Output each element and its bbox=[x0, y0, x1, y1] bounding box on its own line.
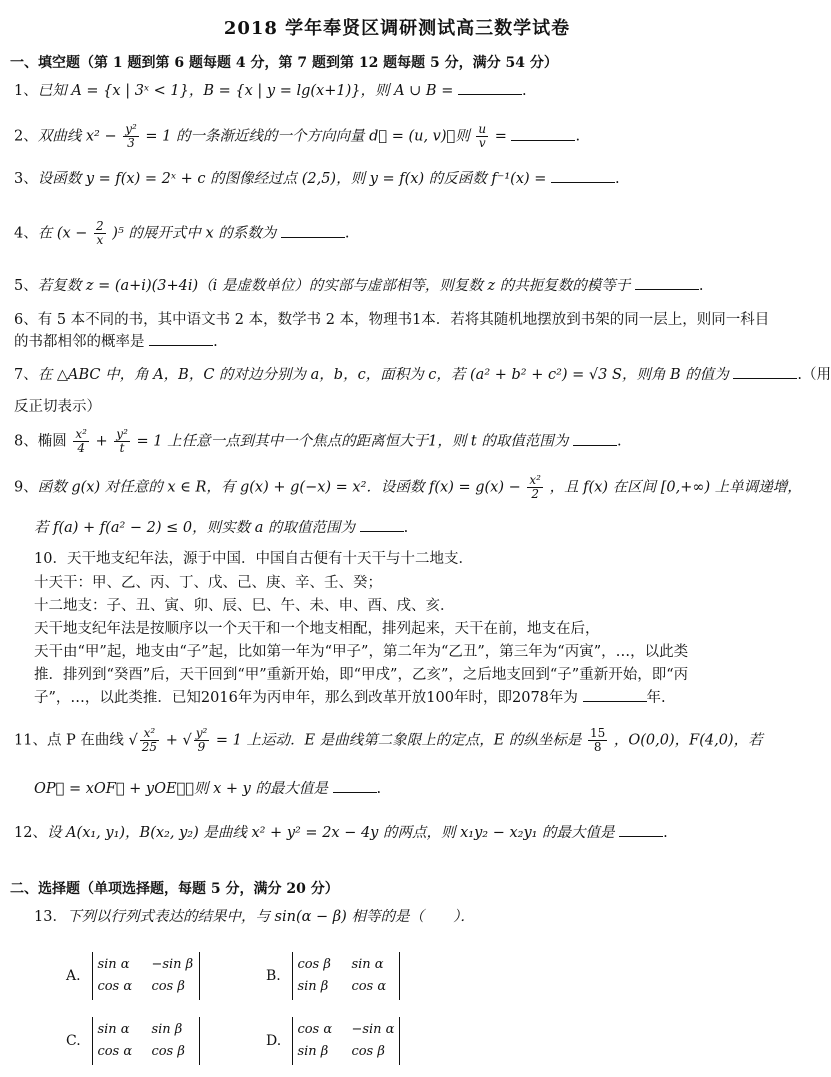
question-2: 2、双曲线 x² − $\frac{\text{y²}}{3}$ = 1 的一条渐近线的一个方向向量 d⃗ = (u, v)，则 $\frac{u}{v}$ = . bbox=[14, 122, 581, 150]
question-11: 11、点 P 在曲线 √ $\frac{\text{x²}}{25}$ + √ $\frac{\text{y²}}{9}$ = 1 上运动．E 是曲线第二象限上的定点，E 的纵坐标是 $\frac{15}{8}$ ，O(0,0)，F(4,0)，若 bbox=[14, 726, 763, 754]
question-10-line: 推．排列到“癸酉”后，天干回到“甲”重新开始，即“甲戌”，乙亥”，之后地支回到“子”重新开始，即“丙 bbox=[34, 667, 689, 683]
answer-blank bbox=[635, 275, 699, 290]
root-fraction: $\frac{\text{y²}}{9}$ bbox=[195, 726, 208, 754]
question-11-continued: OP⃗ = xOF⃗ + yOE⃗，则 x + y 的最大值是 . bbox=[34, 778, 776, 800]
option-b[interactable]: B. cos β sin α sin β cos α bbox=[266, 952, 400, 1000]
answer-blank bbox=[573, 431, 617, 446]
question-10-line: 天干由“甲”起，地支由“子”起，比如第一年为“甲子”，第二年为“乙丑”，第三年为“丙寅”，…，以此类 bbox=[34, 644, 689, 660]
fraction: $\frac{u}{v}$ bbox=[478, 122, 487, 150]
question-8: 8、椭圆 $\frac{\text{x²}}{4}$ + $\frac{\text{y²}}{t}$ = 1 上任意一点到其中一个焦点的距离恒大于1，则 t 的取值范围为 . bbox=[14, 427, 622, 455]
question-1: 1、已知 A = {x | 3ˣ < 1}，B = {x | y = lg(x+1)}，则 A ∪ B = . bbox=[14, 80, 776, 102]
section-multiple-choice: 二、选择题（单项选择题，每题 5 分，满分 20 分） bbox=[10, 881, 339, 897]
question-4: 4、在 (x − $\frac{2}{x}$ )⁵ 的展开式中 x 的系数为 . bbox=[14, 219, 350, 247]
answer-blank bbox=[333, 778, 377, 793]
answer-blank bbox=[511, 126, 575, 141]
fraction: $\frac{2}{x}$ bbox=[96, 219, 104, 247]
question-10-line: 十天干：甲、乙、丙、丁、戊、己、庚、辛、壬、癸； bbox=[34, 575, 382, 591]
answer-blank bbox=[149, 331, 213, 346]
question-12: 12、设 A(x₁, y₁)，B(x₂, y₂) 是曲线 x² + y² = 2x − 4y 的两点，则 x₁y₂ − x₂y₁ 的最大值是 . bbox=[14, 822, 776, 844]
question-7: 7、在 △ABC 中，角 A，B，C 的对边分别为 a，b，c，面积为 c，若 (a² + b² + c²) = √3 S，则角 B 的值为 .（用 bbox=[14, 364, 776, 386]
answer-blank bbox=[281, 223, 345, 238]
question-10-line: 十二地支：子、丑、寅、卯、辰、巳、午、未、申、酉、戌、亥． bbox=[34, 598, 455, 614]
section-fill-in: 一、填空题（第 1 题到第 6 题每题 4 分，第 7 题到第 12 题每题 5 分，满分 54 分） bbox=[10, 55, 558, 71]
question-13: 13．下列以行列式表达的结果中，与 sin(α − β) 相等的是（ ）． bbox=[34, 909, 475, 925]
question-5: 5、若复数 z = (a+i)(3+4i)（i 是虚数单位）的实部与虚部相等，则复数 z 的共扼复数的模等于 . bbox=[14, 275, 776, 297]
question-10-line: 10．天干地支纪年法，源于中国．中国自古便有十天干与十二地支． bbox=[34, 551, 473, 567]
answer-blank bbox=[619, 822, 663, 837]
question-10-line: 子”，…，以此类推．已知2016年为丙申年，那么到改革开放100年时，即2078年为 年. bbox=[34, 687, 776, 709]
fraction: $\frac{\text{y²}}{3}$ bbox=[125, 122, 137, 150]
option-a[interactable]: A. sin α −sin β cos α cos β bbox=[66, 952, 200, 1000]
question-7-continued: 反正切表示） bbox=[14, 399, 101, 415]
exam-title: 2018 学年奉贤区调研测试高三数学试卷 bbox=[223, 18, 571, 39]
fraction: $\frac{\text{x²}}{2}$ bbox=[529, 473, 541, 501]
determinant: cos β sin α sin β cos α bbox=[292, 952, 400, 1000]
answer-blank bbox=[551, 168, 615, 183]
fraction: $\frac{\text{y²}}{t}$ bbox=[116, 427, 128, 455]
question-3: 3、设函数 y = f(x) = 2ˣ + c 的图像经过点 (2,5)，则 y = f(x) 的反函数 f⁻¹(x) = . bbox=[14, 168, 776, 190]
determinant: cos α −sin α sin β cos β bbox=[292, 1017, 400, 1065]
determinant: sin α sin β cos α cos β bbox=[92, 1017, 200, 1065]
answer-blank bbox=[458, 80, 522, 95]
option-c[interactable]: C. sin α sin β cos α cos β bbox=[66, 1017, 200, 1065]
answer-blank bbox=[360, 517, 404, 532]
option-d[interactable]: D. cos α −sin α sin β cos β bbox=[266, 1017, 400, 1065]
answer-blank bbox=[583, 687, 647, 702]
question-10-line: 天干地支纪年法是按顺序以一个天干和一个地支相配，排列起来，天干在前，地支在后， bbox=[34, 621, 600, 637]
fraction: $\frac{\text{x²}}{4}$ bbox=[75, 427, 87, 455]
question-6: 6、有 5 本不同的书，其中语文书 2 本，数学书 2 本，物理书1本．若将其随机地摆放到书架的同一层上，则同一科目的书都相邻的概率是 . bbox=[14, 312, 770, 350]
root-fraction: $\frac{\text{x²}}{25}$ bbox=[141, 726, 158, 754]
answer-blank bbox=[733, 364, 797, 379]
question-9: 9、函数 g(x) 对任意的 x ∈ R，有 g(x) + g(−x) = x²．设函数 f(x) = g(x) − $\frac{\text{x²}}{2}$ ，且 f(x) 在区间 [0,+∞) 上单调递增， bbox=[14, 473, 802, 501]
fraction: $\frac{15}{8}$ bbox=[590, 726, 606, 754]
determinant: sin α −sin β cos α cos β bbox=[92, 952, 200, 1000]
question-9-continued: 若 f(a) + f(a² − 2) ≤ 0，则实数 a 的取值范围为 . bbox=[34, 517, 776, 539]
